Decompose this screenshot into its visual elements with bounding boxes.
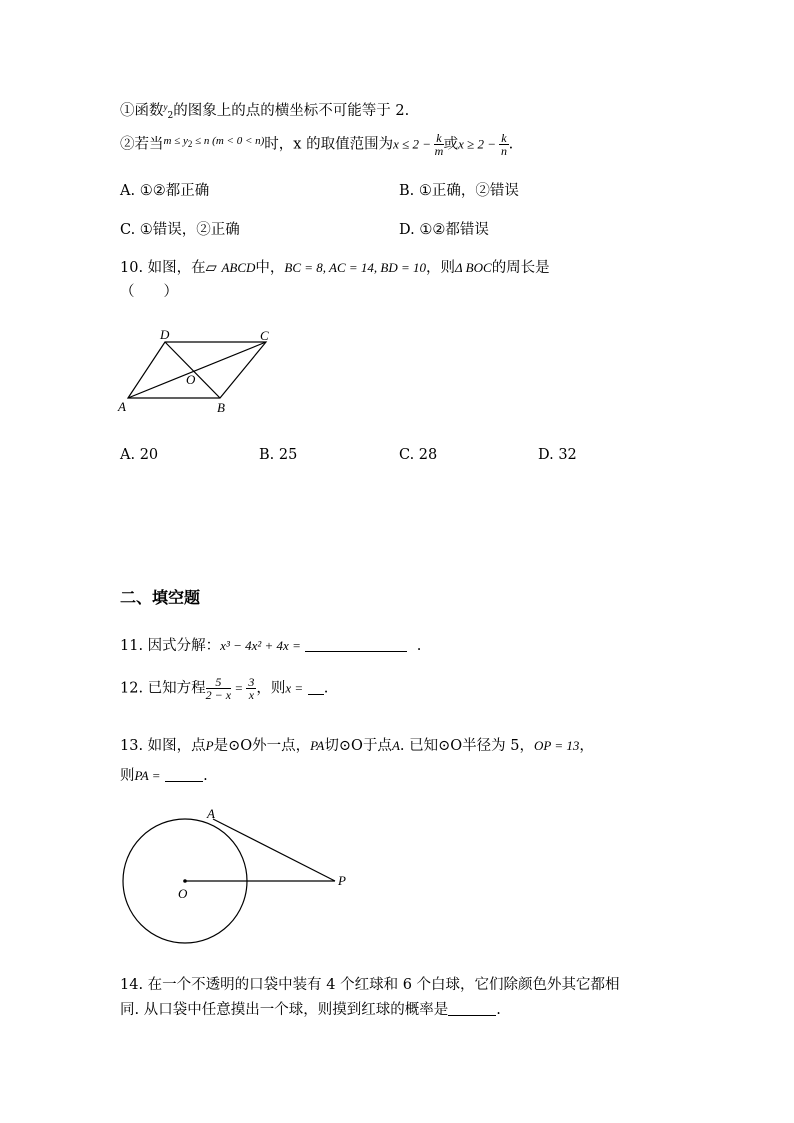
q9-statement-1: ①函数$^y_2$的图象上的点的横坐标不可能等于 2. — [120, 102, 410, 121]
answer-blank[interactable] — [165, 781, 203, 782]
label-o: O — [186, 372, 196, 387]
q10-answer-paren: （ ） — [120, 284, 178, 300]
q10-stem: 10. 如图，在▱ ABCD中，BC = 8, AC = 14, BD = 10，则Δ BOC的周长是 — [120, 260, 550, 276]
q9-option-a: A. ①②都正确 — [120, 183, 210, 199]
q13-line-1: 13. 如图，点P是⊙O外一点，PA切⊙O于点A. 已知⊙O半径为 5，OP = 13， — [120, 738, 594, 754]
q14-line-1: 14. 在一个不透明的口袋中装有 4 个红球和 6 个白球，它们除颜色外其它都相 — [120, 977, 620, 993]
q10-option-d: D. 32 — [538, 447, 577, 463]
fraction-k-m: $\frac{k}{m}$ — [434, 131, 444, 158]
fraction-k-n: $\frac{k}{n}$ — [500, 131, 507, 158]
parallelogram-figure — [110, 325, 290, 420]
label-b: B — [217, 400, 225, 415]
label-d: D — [160, 327, 170, 342]
q10-option-b: B. 25 — [259, 447, 298, 463]
label-c: C — [260, 328, 269, 343]
label-a: A — [207, 806, 215, 821]
q10-option-a: A. 20 — [120, 447, 159, 463]
condition: m ≤ y2 ≤ n (m < 0 < n) — [163, 134, 265, 149]
circle-tangent-figure — [115, 805, 355, 955]
q11: 11. 因式分解：x³ − 4x² + 4x = . — [120, 638, 422, 654]
answer-blank[interactable] — [448, 1015, 496, 1016]
label-p: P — [338, 873, 346, 888]
q9-option-d: D. ①②都错误 — [399, 222, 489, 238]
label-o: O — [178, 886, 188, 901]
q12: 12. 已知方程 $\frac{5}{2 - x}$ = $\frac{3}{x}$ ，则x = . — [120, 675, 329, 702]
q9-option-c: C. ①错误，②正确 — [120, 222, 240, 238]
section-heading: 二、填空题 — [120, 588, 201, 607]
label-a: A — [118, 399, 126, 414]
answer-blank[interactable] — [305, 651, 407, 652]
q9-option-b: B. ①正确，②错误 — [399, 183, 519, 199]
q14-line-2: 同. 从口袋中任意摸出一个球，则摸到红球的概率是 . — [120, 1002, 501, 1018]
q13-line-2: 则PA = . — [120, 768, 208, 784]
q9-statement-2: ②若当$^{m \le y_2 \le n (m < 0 < n)}$时，x 的取值范围为x ≤ 2 − $\frac{k}{m}$ 或x ≥ 2 − $\frac{k}{n}$ . — [120, 131, 514, 158]
answer-blank[interactable] — [308, 694, 324, 695]
q10-option-c: C. 28 — [399, 447, 438, 463]
